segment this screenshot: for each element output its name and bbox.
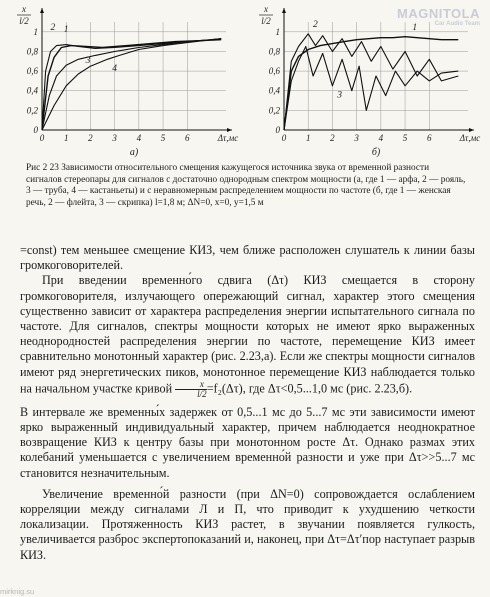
y-axis-arrow: [40, 8, 44, 13]
body-text: [20, 243, 475, 563]
x-tick-label: 6: [427, 133, 432, 143]
caption-text: Рис 2 23 Зависимости относительного смещения кажущегося источника звука от временной разности сигналов стереопары для сигналов с достаточно однородным спектром мощности (а, где 1 — арфа, 2 — рояль, 3 — труба, 4 — кастаньеты) и с неравномерным распределением мощности по частоте (б, где 1 — женская речь, 2 — флейта, 3 — скрипка) l=1,8 м; ΔN=0, x=0, y=1,5 м: [26, 163, 466, 208]
y-axis-label-top: x: [22, 4, 26, 14]
y-tick-label: 0: [275, 125, 280, 135]
x-tick-label: 4: [136, 133, 142, 143]
x-tick-label: 5: [160, 133, 166, 143]
paragraph-1: =const) тем меньшее смещение КИЗ, чем ближе расположен слушатель к линии базы громкоговорителей.: [20, 243, 475, 273]
y-axis-arrow: [282, 8, 286, 13]
series-line-3: [42, 39, 221, 130]
x-tick-label: 0: [281, 133, 287, 143]
panel-label: а): [129, 147, 139, 158]
y-tick-label: 0,8: [26, 46, 38, 57]
x-tick-label: 6: [185, 133, 190, 143]
x-axis-arrow: [469, 128, 474, 132]
y-axis-label-bottom: l/2: [261, 16, 271, 26]
y-tick-label: 0,4: [26, 85, 38, 96]
paragraph-2-part-a: При введении временно́го сдвига (Δτ) КИЗ смещается в сторону громкоговорителя, излучающего опережающий сигнал, характер этого смещения существенно зависит от характера распределения энергии испытательного сигнала по частоте. Для сигналов, спектры мощности которых не имеют ярко выраженных неоднородностей распределения энергии по частоте, перемещение КИЗ имеет сравнительно монотонный характер (рис. 2.23,а). Если же спектры мощности сигналов имеют ряд энергетических пиков, монотонное перемещение КИЗ наблюдается только на начальном участке кривой: [20, 273, 475, 396]
watermark-title: MAGNITOLA: [397, 6, 480, 21]
x-axis-label: Δτ,мс: [217, 133, 239, 143]
curve-label-3: 3: [85, 56, 91, 67]
x-tick-label: 1: [305, 133, 311, 143]
paragraph-4: Увеличение временно́й разности (при ΔN=0) сопровождается ослаблением корреляции между сигналами Л и П, что приводит к ухудшению четкости локализации. Протяженность КИЗ растет, в звучании появляется гулкость, увеличивается разброс экспертопоказаний и, наконец, при Δτ=Δτ′пор наступает разрыв КИЗ.: [20, 486, 475, 562]
y-tick-label: 0,4: [268, 85, 280, 96]
panel-label: б): [371, 147, 381, 158]
figure-caption: [26, 163, 466, 209]
y-axis-label-top: x: [264, 4, 268, 14]
y-axis-label-bottom: l/2: [19, 16, 29, 26]
series-line-1: [284, 37, 458, 130]
curve-label-2: 2: [50, 22, 56, 33]
fraction-x-over-l2: [175, 380, 207, 399]
y-tick-label: 0: [33, 125, 38, 135]
curve-label-1: 1: [412, 22, 418, 33]
chart-b: [246, 0, 486, 160]
y-tick-label: 1: [275, 26, 280, 37]
figure-2-23: [0, 0, 490, 160]
x-tick-label: 1: [63, 133, 69, 143]
y-tick-label: 0,2: [268, 105, 280, 116]
curve-label-3: 3: [337, 90, 343, 101]
series-line-2: [42, 39, 221, 130]
paragraph-2: [20, 273, 475, 398]
series-line-4: [42, 39, 221, 130]
fraction-denominator: l/2: [197, 388, 207, 399]
watermark-subtitle: Car Audio Team: [434, 21, 480, 27]
fraction-numerator: x: [175, 380, 207, 390]
x-axis-label: Δτ,мс: [459, 133, 481, 143]
paragraph-3: В интервале же временны́х задержек от 0,5...1 мс до 5...7 мс эти зависимости имеют ярко выраженный индивидуальный характер, причем наблюдается неоднократное возвращение КИЗ к центру базы при монотонном росте Δτ. Однако размах этих колебаний уменьшается с увеличением временно́й разности и уже при Δτ>>5...7 мс становится незначительным.: [20, 404, 475, 480]
series-line-3: [284, 47, 458, 131]
y-tick-label: 0,8: [268, 46, 280, 57]
x-tick-label: 0: [39, 133, 45, 143]
curve-label-1: 1: [63, 24, 69, 35]
x-axis-arrow: [227, 128, 232, 132]
x-tick-label: 3: [112, 133, 117, 143]
y-tick-label: 0,6: [26, 66, 38, 77]
chart-a: [4, 0, 244, 160]
curve-label-4: 4: [112, 64, 117, 75]
series-line-1: [42, 40, 221, 130]
y-tick-label: 0,6: [268, 66, 280, 77]
x-tick-label: 2: [330, 133, 335, 143]
y-tick-label: 1: [33, 26, 38, 37]
x-tick-label: 4: [378, 133, 384, 143]
x-tick-label: 2: [88, 133, 93, 143]
y-tick-label: 0,2: [26, 105, 38, 116]
curve-label-2: 2: [313, 19, 318, 30]
footer-watermark: mirknig.su: [0, 587, 35, 596]
paragraph-2-part-b: =f₂(Δτ), где Δτ<0,5...1,0 мс (рис. 2.23,б).: [206, 381, 413, 396]
x-tick-label: 3: [354, 133, 359, 143]
x-tick-label: 5: [402, 133, 408, 143]
